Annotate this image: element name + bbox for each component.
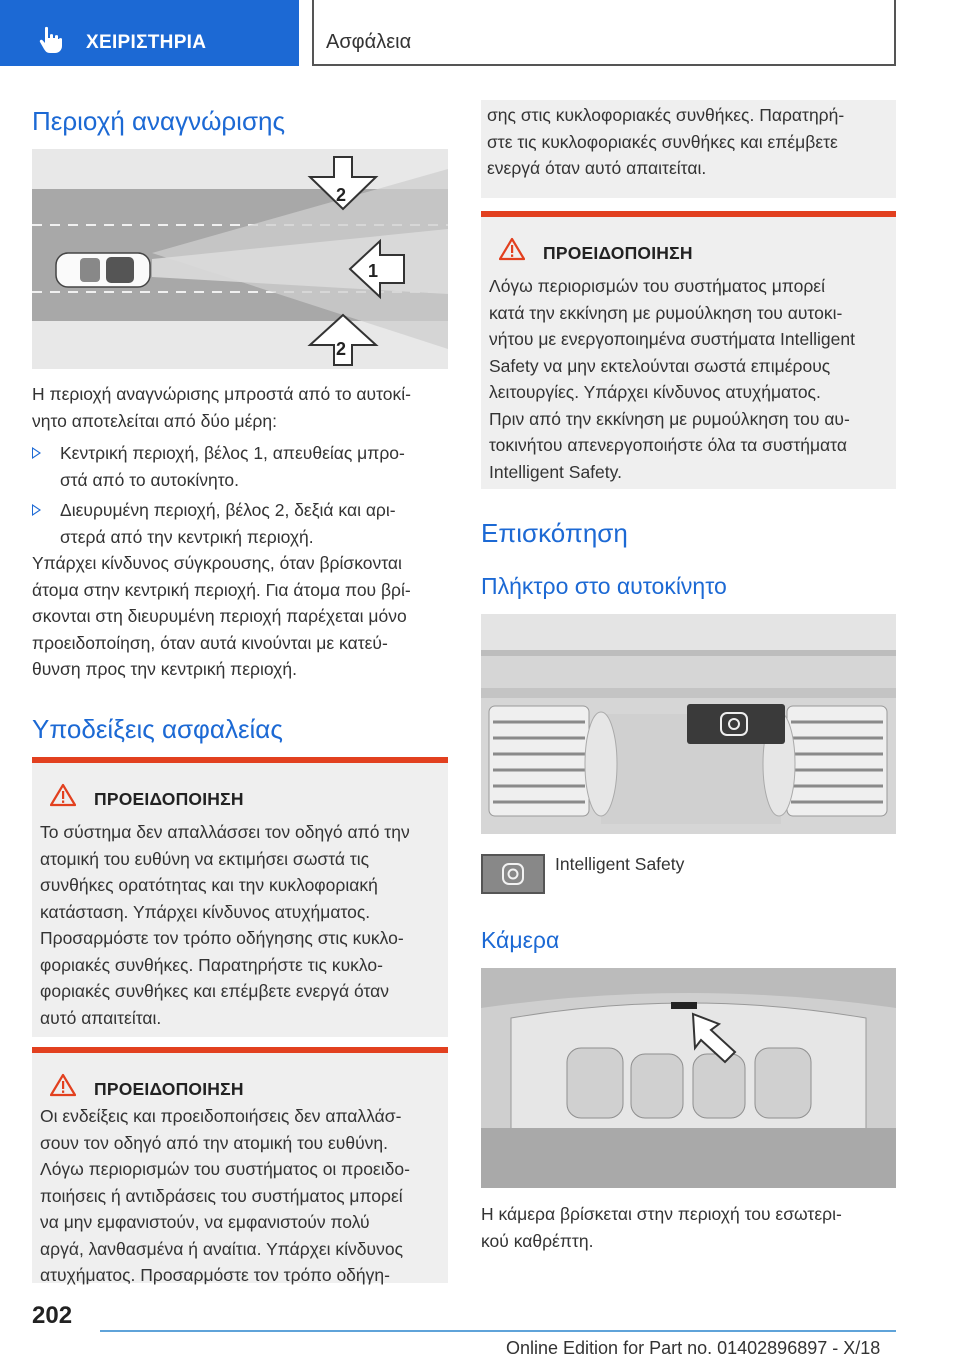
safety-notes-title: Υποδείξεις ασφαλείας — [32, 714, 283, 744]
warning-text: Λόγω περιορισμών του συστήματος μπορεί κατά την εκκίνηση με ρυμούλκηση του αυτοκι- νήτου με ενεργοποιημένα συστήματα Intelligent Safety να μην εκτελούνται σωστά επιμέρους λειτουργίες. Υπάρχει κίνδυνος ατυχήματος. Πριν από την εκκίνηση με ρυμούλκηση του αυ- τοκινήτου απενεργοποιήστε όλα τα συστήματα Intelligent Safety. — [489, 276, 855, 482]
detection-area-diagram — [32, 149, 448, 369]
warning-box-2 — [32, 1047, 448, 1283]
chapter-tab — [0, 0, 299, 66]
camera-text: Η κάμερα βρίσκεται στην περιοχή του εσωτερι- κού καθρέπτη. — [481, 1204, 842, 1251]
section-title: Ασφάλεια — [326, 31, 412, 53]
footer-edition: Online Edition for Part no. 01402896897 - X/18 — [506, 1338, 881, 1358]
overview-title: Επισκόπηση — [481, 518, 628, 548]
warning-heading: ΠΡΟΕΙΔΟΠΟΙΗΣΗ — [543, 243, 693, 263]
dashboard-illustration — [481, 614, 896, 834]
intelligent-safety-icon — [483, 856, 543, 892]
svg-text:2: 2 — [336, 185, 347, 205]
button-in-car-title: Πλήκτρο στο αυτοκίνητο — [481, 573, 727, 599]
section-header — [312, 0, 896, 66]
detection-area-title: Περιοχή αναγνώρισης — [32, 106, 285, 136]
warning-triangle-icon — [50, 1073, 76, 1097]
camera-photo — [481, 968, 896, 1188]
collision-risk-paragraph: Υπάρχει κίνδυνος σύγκρουσης, όταν βρίσκονται άτομα στην κεντρική περιοχή. Για άτομα που βρί- σκονται στη διευρυμένη περιοχή παρέχεται μόνο προειδοποίηση, όταν αυτά κινούνται με κατεύ- θυνση προς την κεντρική περιοχή. — [32, 553, 411, 679]
warning-text: σης στις κυκλοφοριακές συνθήκες. Παρατηρή- στε τις κυκλοφοριακές συνθήκες και επέμβετε ενεργά όταν αυτό απαιτείται. — [487, 105, 845, 178]
bullet-central-area: Κεντρική περιοχή, βέλος 1, απευθείας μπρο- στά από το αυτοκίνητο. — [32, 440, 448, 493]
dashboard-button-photo — [481, 614, 896, 834]
warning-heading: ΠΡΟΕΙΔΟΠΟΙΗΣΗ — [94, 789, 244, 809]
warning-text: Οι ενδείξεις και προειδοποιήσεις δεν απαλλάσ- σουν τον οδηγό από την ατομική του ευθύνη. Λόγω περιορισμών του συστήματος οι προειδο- ποιήσεις ή αντιδράσεις του συστήματος μπορεί να μην εμφανιστούν, να εμφανιστούν πολύ αργά, λανθασμένα ή αναίτια. Υπάρχει κίνδυνος ατυχήματος. Προσαρμόστε τον τρόπο οδήγη- — [40, 1106, 410, 1285]
svg-text:1: 1 — [368, 261, 379, 281]
bullet-triangle-icon — [32, 504, 41, 516]
warning-text: Το σύστημα δεν απαλλάσσει τον οδηγό από την ατομική του ευθύνη να εκτιμήσει σωστά τις συνθήκες ορατότητας και την κυκλοφοριακή κατάσταση. Υπάρχει κίνδυνος ατυχήματος. Προσαρμόστε τον τρόπο οδήγησης στις κυκλο- φοριακές συνθήκες. Παρατηρήστε τις κυκλο- φοριακές συνθήκες και επέμβετε ενεργά όταν αυτό απαιτείται. — [40, 822, 410, 1028]
car-icon — [56, 253, 150, 287]
warning-triangle-icon — [50, 783, 76, 807]
detection-area-figure — [32, 149, 448, 369]
camera-illustration — [481, 968, 896, 1188]
hand-pointer-icon — [38, 26, 64, 54]
warning-box-2-continued — [481, 100, 896, 198]
warning-box-3 — [481, 211, 896, 489]
page-number: 202 — [32, 1302, 73, 1329]
svg-text:2: 2 — [336, 339, 347, 359]
bullet-triangle-icon — [32, 447, 41, 459]
warning-box-1 — [32, 757, 448, 1037]
chapter-title: ΧΕΙΡΙΣΤΗΡΙΑ — [86, 32, 207, 53]
warning-triangle-icon — [499, 237, 525, 261]
bullet-extended-area: Διευρυμένη περιοχή, βέλος 2, δεξιά και αρι- στερά από την κεντρική περιοχή. — [32, 497, 448, 550]
footer-divider — [100, 1330, 896, 1332]
camera-title: Κάμερα — [481, 927, 560, 953]
detection-intro: Η περιοχή αναγνώρισης μπροστά από το αυτοκί- νητο αποτελείται από δύο μέρη: — [32, 384, 411, 431]
warning-heading: ΠΡΟΕΙΔΟΠΟΙΗΣΗ — [94, 1079, 244, 1099]
intelligent-safety-label: Intelligent Safety — [555, 854, 685, 874]
intelligent-safety-button[interactable] — [481, 854, 545, 894]
